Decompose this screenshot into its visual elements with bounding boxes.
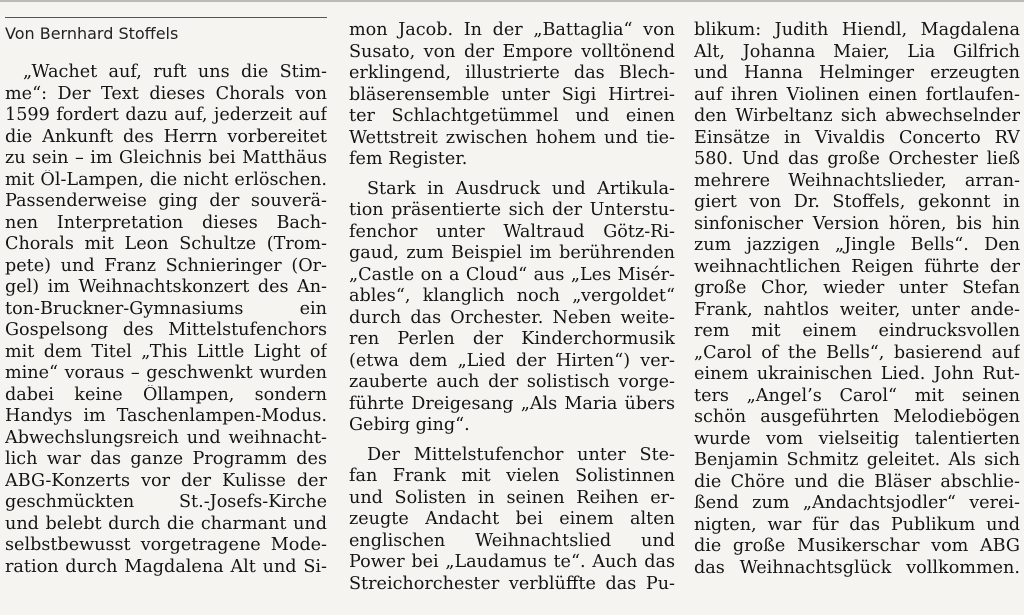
text-line: zeugte Andacht bei einem alten bbox=[349, 509, 675, 529]
text-line: ter Schlachtgetümmel und einen bbox=[349, 106, 675, 126]
text-line: ration durch Magdalena Alt und Si- bbox=[5, 556, 327, 577]
text-line: nen Interpretation dieses Bach- bbox=[5, 212, 327, 233]
text-line: die große Musikerschar vom ABG bbox=[694, 536, 1020, 556]
byline: Von Bernhard Stoffels bbox=[5, 24, 179, 43]
text-line: dabei keine Öllampen, sondern bbox=[5, 384, 327, 405]
text-line: und Solisten in seinen Reihen er- bbox=[349, 487, 675, 508]
text-line: fan Frank mit vielen Solistinnen bbox=[349, 466, 675, 486]
text-line: zu sein – im Gleichnis bei Matthäus bbox=[5, 148, 327, 168]
text-line: selbstbewusst vorgetragene Mode- bbox=[5, 535, 327, 555]
text-line: das Weihnachtsglück vollkommen. bbox=[694, 557, 1020, 578]
text-line: Der Mittelstufenchor unter Ste- bbox=[367, 444, 675, 465]
text-line: gel) im Weihnachtskonzert des An- bbox=[5, 277, 327, 297]
article-column-2 bbox=[349, 20, 675, 595]
text-line: ren Perlen der Kinderchormusik bbox=[349, 329, 675, 349]
text-line: (etwa dem „Lied der Hirten“) ver- bbox=[349, 350, 675, 371]
text-line: ton-Bruckner-Gymnasiums ein bbox=[5, 298, 327, 319]
text-line: Handys im Taschenlampen-Modus. bbox=[5, 406, 327, 426]
text-line: „Castle on a Cloud“ aus „Les Misér- bbox=[349, 264, 675, 285]
text-line: den Wirbeltanz sich abwechselnder bbox=[694, 106, 1020, 126]
text-line: mit dem Titel „This Little Light of bbox=[5, 341, 327, 362]
paragraph-gap bbox=[349, 171, 675, 179]
article-column-1 bbox=[5, 62, 327, 578]
text-line: Chorals mit Leon Schultze (Trom- bbox=[5, 234, 327, 254]
text-line: Wettstreit zwischen hohem und tie- bbox=[349, 127, 675, 148]
text-line: 580. Und das große Orchester ließ bbox=[694, 149, 1020, 169]
text-line: Frank, nahtlos weiter, unter ande- bbox=[694, 299, 1020, 320]
text-line: die Ankunft des Herrn vorbereitet bbox=[5, 126, 327, 147]
text-line: englischen Weihnachtslied und bbox=[349, 530, 675, 551]
text-line: zauberte auch der solistisch vorge- bbox=[349, 372, 675, 392]
text-line: „Wachet auf, ruft uns die Stim- bbox=[23, 62, 327, 82]
text-line: ables“, klanglich noch „vergoldet“ bbox=[349, 286, 675, 306]
text-line: Abwechslungsreich und weihnacht- bbox=[5, 427, 327, 448]
text-line: sinfonischer Version hören, bis hin bbox=[694, 213, 1020, 234]
text-line: mine“ voraus – geschwenkt wurden bbox=[5, 363, 327, 383]
text-line: me“: Der Text dieses Chorals von bbox=[5, 83, 327, 104]
text-line: Gospelsong des Mittelstufenchors bbox=[5, 320, 327, 340]
text-line: und belebt durch die charmant und bbox=[5, 513, 327, 534]
text-line: durch das Orchester. Neben weite- bbox=[349, 307, 675, 328]
text-line: Streichorchester verblüffte das Pu- bbox=[349, 573, 675, 594]
text-line: mon Jacob. In der „Battaglia“ von bbox=[349, 20, 675, 40]
text-line: Stark in Ausdruck und Artikula- bbox=[367, 178, 675, 199]
text-line: nigten, war für das Publikum und bbox=[694, 514, 1020, 535]
text-line: 1599 fordert dazu auf, jederzeit auf bbox=[5, 105, 327, 125]
text-line: Gebirg ging“. bbox=[349, 415, 470, 435]
text-line: mehrere Weihnachtslieder, arran- bbox=[694, 170, 1020, 191]
text-line: fenchor unter Waltraud Götz-Ri- bbox=[349, 221, 675, 242]
text-line: Benjamin Schmitz geleitet. Als sich bbox=[694, 450, 1020, 470]
text-line: die Chöre und die Bläser abschlie- bbox=[694, 471, 1020, 492]
text-line: rem mit einem eindrucksvollen bbox=[694, 321, 1020, 341]
text-line: führte Dreigesang „Als Maria übers bbox=[349, 393, 675, 414]
clipping-top-edge bbox=[0, 0, 1024, 6]
text-line: „Carol of the Bells“, basierend auf bbox=[694, 342, 1020, 363]
text-line: wurde vom vielseitig talentierten bbox=[694, 428, 1020, 449]
text-line: Power bei „Laudamus te“. Auch das bbox=[349, 552, 675, 572]
text-line: Alt, Johanna Maier, Lia Gilfrich bbox=[694, 41, 1020, 62]
text-line: gaud, zum Beispiel im berührenden bbox=[349, 243, 675, 263]
text-line: mit Öl-Lampen, die nicht erlöschen. bbox=[5, 169, 327, 190]
text-line: lich war das ganze Programm des bbox=[5, 449, 327, 469]
text-line: geschmückten St.-Josefs-Kirche bbox=[5, 492, 327, 512]
text-line: ters „Angel’s Carol“ mit seinen bbox=[694, 385, 1020, 406]
paragraph-gap bbox=[349, 437, 675, 445]
text-line: und Hanna Helminger erzeugten bbox=[694, 63, 1020, 83]
text-line: Susato, von der Empore volltönend bbox=[349, 41, 675, 62]
text-line: zum jazzigen „Jingle Bells“. Den bbox=[694, 235, 1020, 255]
text-line: tion präsentierte sich der Unterstu- bbox=[349, 200, 675, 220]
text-line: einem ukrainischen Lied. John Rut- bbox=[694, 364, 1020, 384]
text-line: große Chor, wieder unter Stefan bbox=[694, 278, 1020, 298]
text-line: weihnachtlichen Reigen führte der bbox=[694, 256, 1020, 277]
text-line: giert von Dr. Stoffels, gekonnt in bbox=[694, 192, 1020, 212]
text-line: ßend zum „Andachtsjodler“ verei- bbox=[694, 493, 1020, 513]
article-column-3 bbox=[694, 20, 1020, 579]
byline-rule bbox=[5, 17, 327, 18]
text-line: schön ausgeführten Melodiebögen bbox=[694, 407, 1020, 427]
text-line: auf ihren Violinen einen fortlaufen- bbox=[694, 84, 1020, 105]
text-line: pete) und Franz Schnieringer (Or- bbox=[5, 255, 327, 276]
text-line: ABG-Konzerts vor der Kulisse der bbox=[5, 470, 327, 491]
text-line: erklingend, illustrierte das Blech- bbox=[349, 63, 675, 83]
text-line: fem Register. bbox=[349, 149, 468, 169]
text-line: bläserensemble unter Sigi Hirtrei- bbox=[349, 84, 675, 105]
text-line: Passenderweise ging der souverä- bbox=[5, 191, 327, 211]
text-line: blikum: Judith Hiendl, Magdalena bbox=[694, 20, 1020, 40]
text-line: Einsätze in Vivaldis Concerto RV bbox=[694, 127, 1020, 148]
